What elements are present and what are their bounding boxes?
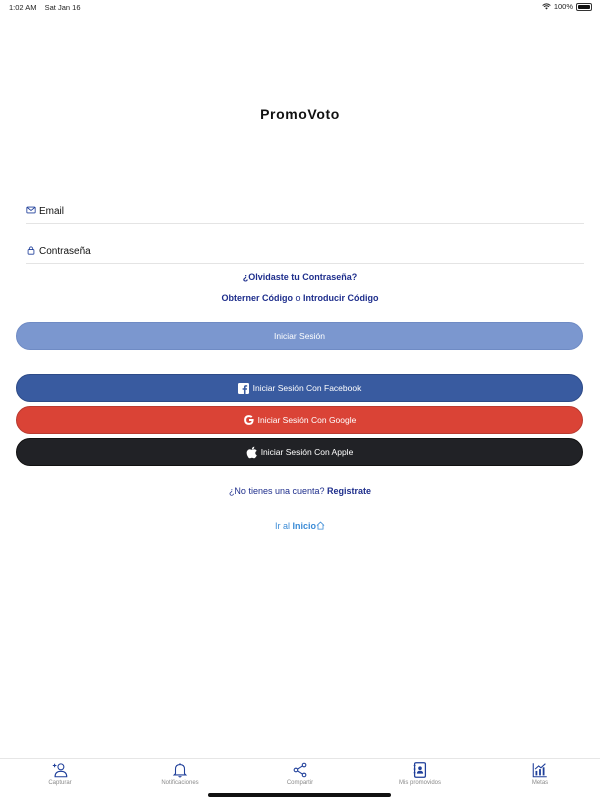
login-button-label: Iniciar Sesión — [273, 331, 326, 341]
bell-icon — [171, 761, 189, 779]
status-left — [9, 3, 86, 12]
status-time: 1:02 AM — [9, 3, 37, 12]
login-button[interactable] — [16, 322, 583, 350]
email-field-container — [26, 203, 584, 224]
status-right — [542, 2, 592, 11]
apple-icon — [246, 446, 258, 458]
tab-label-compartir: Compartir — [286, 780, 314, 786]
register-link[interactable]: Registrate — [327, 486, 372, 496]
google-button-label: Iniciar Sesión Con Google — [257, 415, 357, 425]
tab-metas[interactable] — [480, 761, 600, 786]
register-row — [0, 486, 600, 496]
chart-icon — [531, 761, 549, 779]
facebook-icon — [238, 382, 250, 394]
lock-icon — [26, 245, 36, 255]
home-icon[interactable] — [316, 521, 325, 530]
get-code-link[interactable]: Obterner Código — [221, 293, 293, 303]
register-question: ¿No tienes una cuenta? — [228, 486, 325, 496]
forgot-password-link[interactable]: ¿Olvidaste tu Contraseña? — [242, 272, 358, 282]
code-separator: o — [295, 293, 301, 303]
home-indicator[interactable] — [208, 793, 391, 797]
apple-button-label: Iniciar Sesión Con Apple — [260, 447, 354, 457]
tab-label-metas: Metas — [531, 780, 549, 786]
apple-login-button[interactable] — [16, 438, 583, 466]
status-bar — [0, 0, 600, 14]
go-home-prefix: Ir al — [274, 521, 290, 531]
tab-label-mis-promovidos: Mis promovidos — [398, 780, 441, 786]
code-row — [0, 293, 600, 303]
go-home-row — [0, 521, 600, 531]
password-input[interactable] — [39, 243, 569, 259]
tab-compartir[interactable] — [240, 761, 360, 786]
facebook-login-button[interactable] — [16, 374, 583, 402]
enter-code-link[interactable]: Introducir Código — [303, 293, 379, 303]
contacts-book-icon — [411, 761, 429, 779]
go-home-link[interactable]: Inicio — [292, 521, 317, 531]
battery-icon — [576, 3, 592, 11]
wifi-icon — [542, 3, 551, 10]
password-field-container — [26, 243, 584, 264]
tab-label-notificaciones: Notificaciones — [161, 780, 199, 786]
google-login-button[interactable] — [16, 406, 583, 434]
add-user-icon — [51, 761, 69, 779]
facebook-button-label: Iniciar Sesión Con Facebook — [252, 383, 362, 393]
tab-mis-promovidos[interactable] — [360, 761, 480, 786]
mail-icon — [26, 205, 36, 215]
tab-notificaciones[interactable] — [120, 761, 240, 786]
status-date: Sat Jan 16 — [44, 3, 81, 12]
battery-percent: 100% — [553, 2, 573, 11]
tab-capturar[interactable] — [0, 761, 120, 786]
tab-label-capturar: Capturar — [48, 780, 72, 786]
share-icon — [291, 761, 309, 779]
google-icon — [243, 414, 255, 426]
app-title: PromoVoto — [260, 106, 340, 122]
email-input[interactable] — [39, 203, 569, 219]
